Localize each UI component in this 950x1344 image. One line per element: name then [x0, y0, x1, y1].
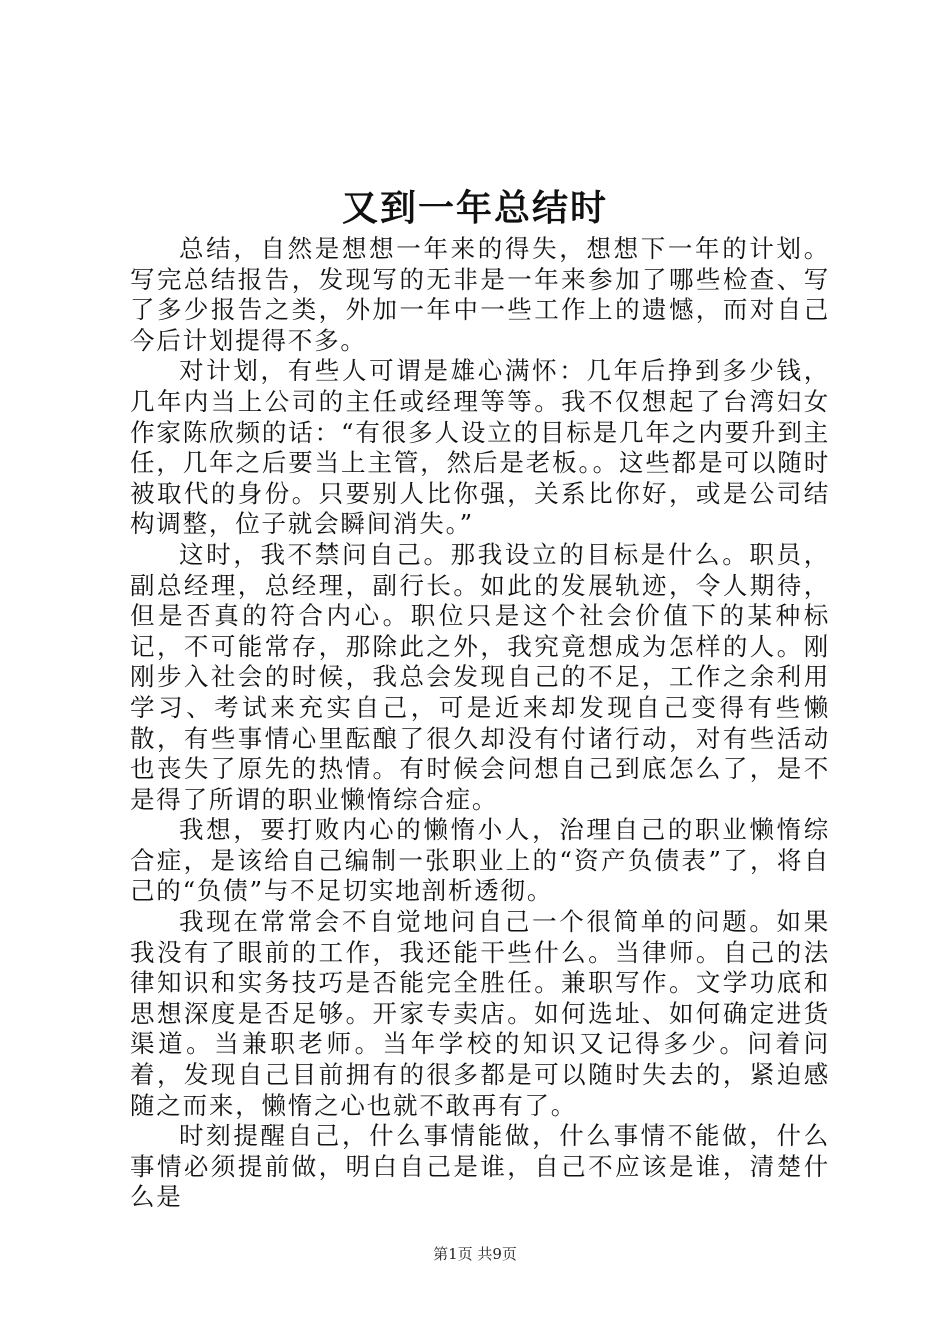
document-title: 又到一年总结时 [341, 187, 608, 229]
document-body [130, 234, 830, 1213]
paragraph: 对计划，有些人可谓是雄心满怀：几年后挣到多少钱，几年内当上公司的主任或经理等等。我不仅想起了台湾妇女作家陈欣频的话：“有很多人设立的目标是几年之内要升到主任，几年之后要当上主管，然后是老板。。这些都是可以随时被取代的身份。只要别人比你强，关系比你好，或是公司结构调整，位子就会瞬间消失。” [130, 356, 830, 539]
page-number: 第1页 共9页 [433, 1245, 517, 1263]
paragraph: 我想，要打败内心的懒惰小人，治理自己的职业懒惰综合症，是该给自己编制一张职业上的“资产负债表”了，将自己的“负债”与不足切实地剖析透彻。 [130, 815, 830, 906]
paragraph: 我现在常常会不自觉地问自己一个很简单的问题。如果我没有了眼前的工作，我还能干些什么。当律师。自己的法律知识和实务技巧是否能完全胜任。兼职写作。文学功底和思想深度是否足够。开家专卖店。如何选址、如何确定进货渠道。当兼职老师。当年学校的知识又记得多少。问着问着，发现自己目前拥有的很多都是可以随时失去的，紧迫感随之而来，懒惰之心也就不敢再有了。 [130, 907, 830, 1120]
paragraph: 时刻提醒自己，什么事情能做，什么事情不能做，什么事情必须提前做，明白自己是谁，自己不应该是谁，清楚什么是 [130, 1121, 830, 1212]
paragraph: 总结，自然是想想一年来的得失，想想下一年的计划。写完总结报告，发现写的无非是一年来参加了哪些检查、写了多少报告之类，外加一年中一些工作上的遗憾，而对自己今后计划提得不多。 [130, 234, 830, 355]
paragraph: 这时，我不禁问自己。那我设立的目标是什么。职员，副总经理，总经理，副行长。如此的发展轨迹，令人期待，但是否真的符合内心。职位只是这个社会价值下的某种标记，不可能常存，那除此之外，我究竟想成为怎样的人。刚刚步入社会的时候，我总会发现自己的不足，工作之余利用学习、考试来充实自己，可是近来却发现自己变得有些懒散，有些事情心里酝酿了很久却没有付诸行动，对有些活动也丧失了原先的热情。有时候会问想自己到底怎么了，是不是得了所谓的职业懒惰综合症。 [130, 539, 830, 814]
